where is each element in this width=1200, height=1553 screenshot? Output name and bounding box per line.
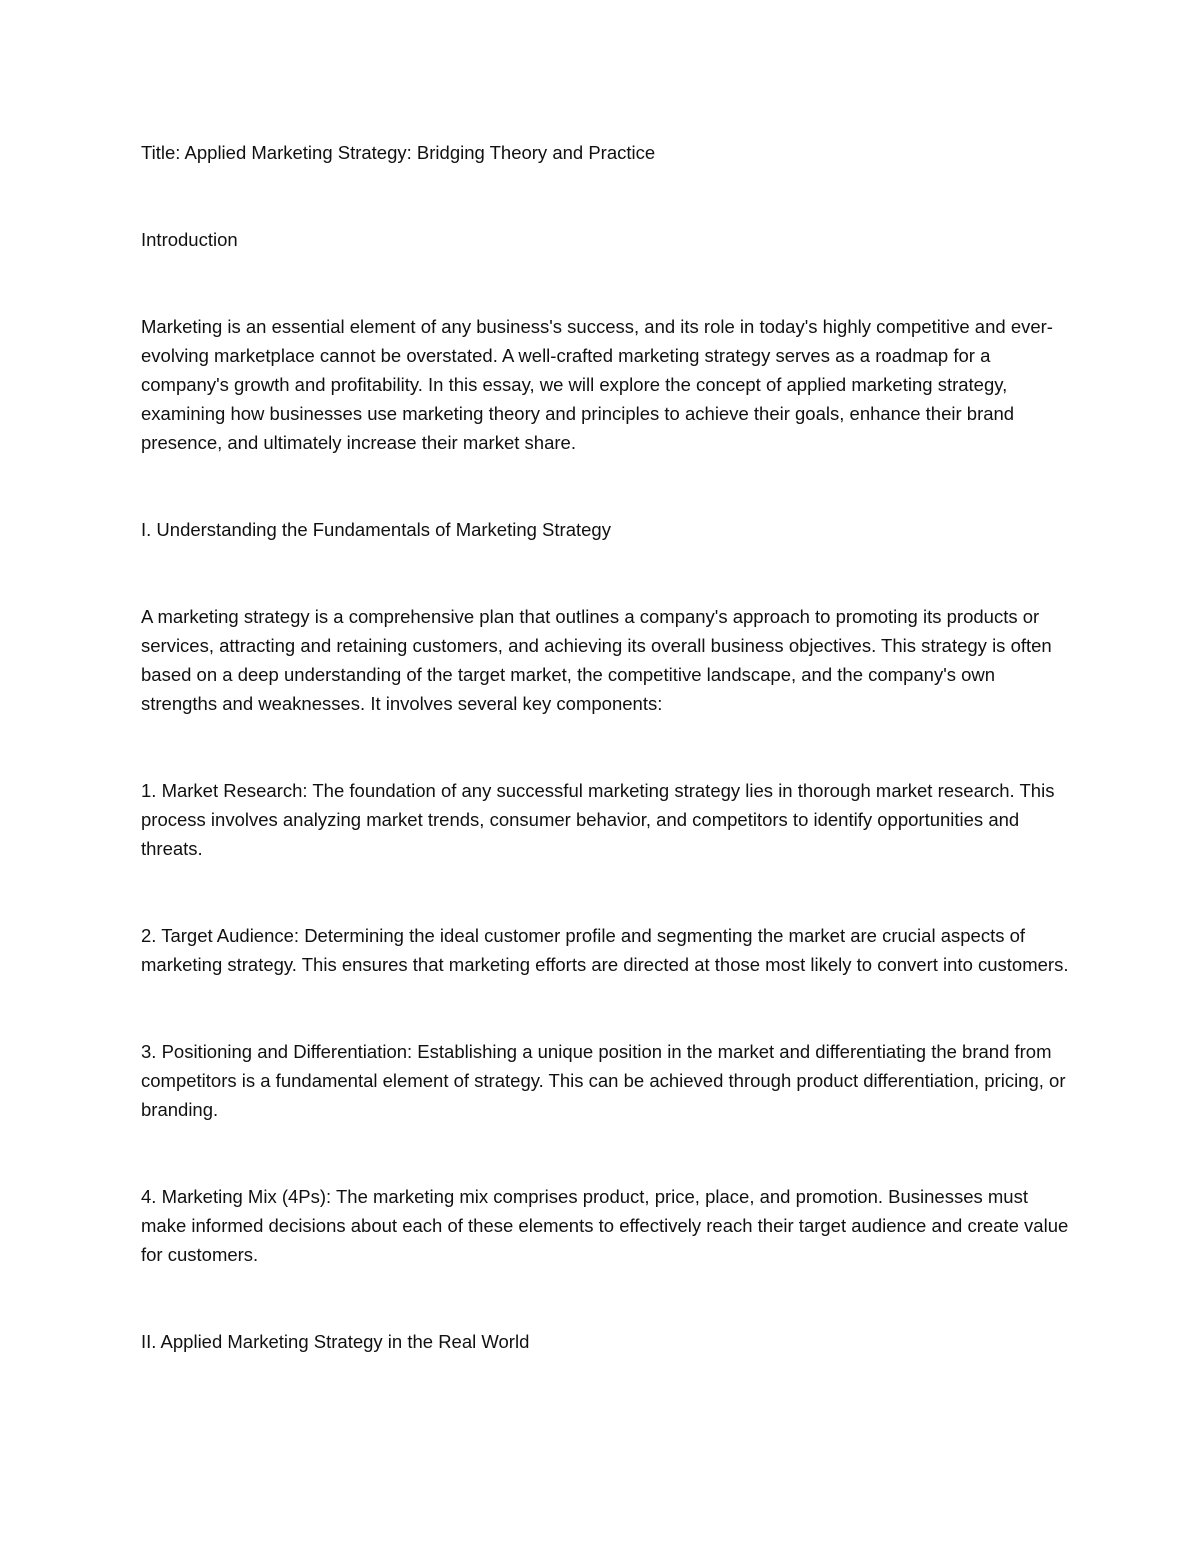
section-1-heading: I. Understanding the Fundamentals of Marketing Strategy (141, 519, 611, 540)
document-body (141, 138, 1071, 1356)
section-1-paragraph: A marketing strategy is a comprehensive plan that outlines a company's approach to promoting its products or services, attracting and retaining customers, and achieving its overall business objectives. This strategy is often based on a deep understanding of the target market, the competitive landscape, and the company's own strengths and weaknesses. It involves several key components: (141, 606, 1052, 714)
list-item-target-audience: 2. Target Audience: Determining the ideal customer profile and segmenting the market are crucial aspects of marketing strategy. This ensures that marketing efforts are directed at those most likely to convert into customers. (141, 925, 1069, 975)
list-item-marketing-mix: 4. Marketing Mix (4Ps): The marketing mix comprises product, price, place, and promotion. Businesses must make informed decisions about each of these elements to effectively reach their target audience and create value for customers. (141, 1186, 1069, 1265)
introduction-paragraph: Marketing is an essential element of any business's success, and its role in today's highly competitive and ever-evolving marketplace cannot be overstated. A well-crafted marketing strategy serves as a roadmap for a company's growth and profitability. In this essay, we will explore the concept of applied marketing strategy, examining how businesses use marketing theory and principles to achieve their goals, enhance their brand presence, and ultimately increase their market share. (141, 316, 1053, 453)
list-item-market-research: 1. Market Research: The foundation of any successful marketing strategy lies in thorough market research. This process involves analyzing market trends, consumer behavior, and competitors to identify opportunities and threats. (141, 780, 1055, 859)
document-title: Title: Applied Marketing Strategy: Bridging Theory and Practice (141, 142, 656, 163)
list-item-positioning: 3. Positioning and Differentiation: Establishing a unique position in the market and differentiating the brand from competitors is a fundamental element of strategy. This can be achieved through product differentiation, pricing, or branding. (141, 1041, 1066, 1120)
introduction-heading: Introduction (141, 229, 238, 250)
section-2-heading: II. Applied Marketing Strategy in the Real World (141, 1331, 530, 1352)
